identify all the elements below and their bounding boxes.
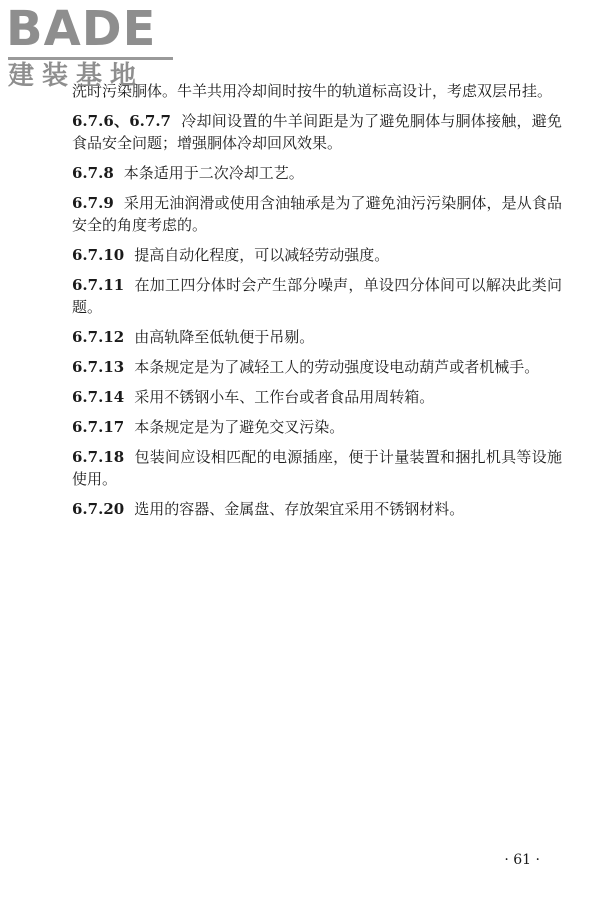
clause-text: 由高轨降至低轨便于吊剔。 <box>134 328 315 346</box>
clause-number: 6.7.12 <box>72 328 125 346</box>
clause-text: 本条适用于二次冷却工艺。 <box>123 164 304 182</box>
clause-number: 6.7.11 <box>72 276 125 294</box>
page-number: · 61 · <box>504 852 540 868</box>
clause-number: 6.7.13 <box>72 358 125 376</box>
clause-number: 6.7.6、6.7.7 <box>72 112 171 130</box>
document-body <box>72 80 562 528</box>
clause-6-7-10 <box>72 244 562 266</box>
clause-text: 提高自动化程度，可以减轻劳动强度。 <box>134 246 390 264</box>
clause-6-7-20 <box>72 498 562 520</box>
watermark-divider <box>8 57 173 60</box>
clause-6-7-8 <box>72 162 562 184</box>
watermark-logo <box>6 1 186 94</box>
paragraph-text: 洗时污染胴体。牛羊共用冷却间时按牛的轨道标高设计，考虑双层吊挂。 <box>72 82 553 100</box>
clause-text: 在加工四分体时会产生部分噪声，单设四分体间可以解决此类问题。 <box>72 276 562 316</box>
clause-number: 6.7.18 <box>72 448 125 466</box>
clause-text: 本条规定是为了减轻工人的劳动强度设电动葫芦或者机械手。 <box>134 358 540 376</box>
clause-text: 采用无油润滑或使用含油轴承是为了避免油污污染胴体，是从食品安全的角度考虑的。 <box>72 194 562 234</box>
clause-text: 选用的容器、金属盘、存放架宜采用不锈钢材料。 <box>134 500 465 518</box>
clause-text: 冷却间设置的牛羊间距是为了避免胴体与胴体接触，避免食品安全问题；增强胴体冷却回风效果。 <box>72 112 562 152</box>
clause-6-7-9 <box>72 192 562 236</box>
clause-text: 包装间应设相匹配的电源插座，便于计量装置和捆扎机具等设施使用。 <box>72 448 562 488</box>
clause-number: 6.7.17 <box>72 418 125 436</box>
watermark-cjk-text: 建装基地 <box>8 61 145 91</box>
clause-6-7-18 <box>72 446 562 490</box>
clause-text: 采用不锈钢小车、工作台或者食品用周转箱。 <box>134 388 435 406</box>
clause-6-7-12 <box>72 326 562 348</box>
clause-number: 6.7.14 <box>72 388 125 406</box>
clause-6-7-14 <box>72 386 562 408</box>
watermark-latin-text: BADE <box>6 1 157 57</box>
clause-6-7-11 <box>72 274 562 318</box>
clause-number: 6.7.8 <box>72 164 114 182</box>
clause-text: 本条规定是为了避免交叉污染。 <box>134 418 345 436</box>
clause-number: 6.7.10 <box>72 246 125 264</box>
clause-number: 6.7.20 <box>72 500 125 518</box>
clause-number: 6.7.9 <box>72 194 114 212</box>
clause-6-7-13 <box>72 356 562 378</box>
clause-6-7-6-6-7-7 <box>72 110 562 154</box>
clause-6-7-17 <box>72 416 562 438</box>
